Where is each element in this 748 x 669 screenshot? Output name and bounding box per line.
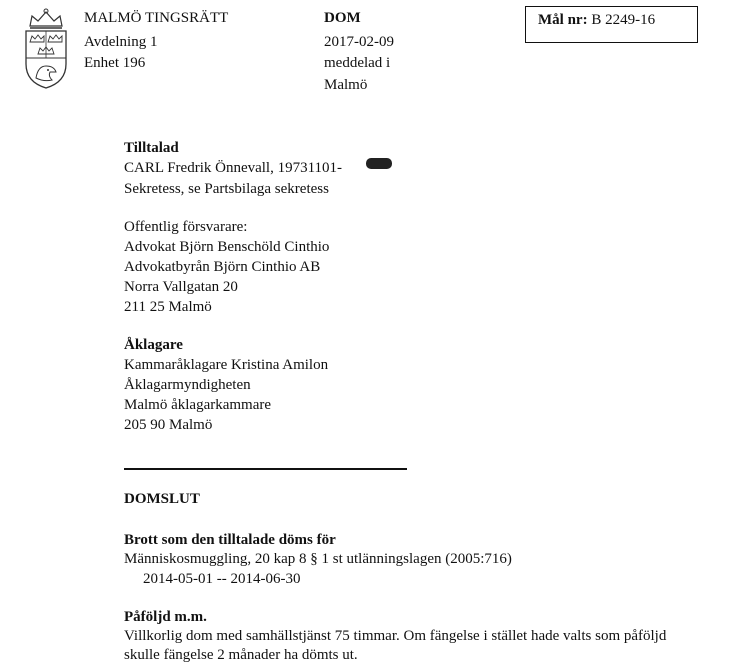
- sanction-heading: Påföljd m.m.: [124, 609, 207, 625]
- defendant-name: CARL Fredrik Önnevall, 19731101-: [124, 160, 343, 176]
- sanction-line-2: skulle fängelse 2 månader ha dömts ut.: [124, 647, 358, 663]
- court-coat-of-arms-icon: [20, 6, 72, 90]
- case-number-box: [525, 6, 698, 43]
- prosecutor-name: Kammaråklagare Kristina Amilon: [124, 357, 329, 373]
- defendant-secrecy: Sekretess, se Partsbilaga sekretess: [124, 181, 329, 197]
- case-number: B 2249-16: [591, 12, 656, 28]
- verdict-heading: DOMSLUT: [124, 491, 200, 507]
- counsel-label: Offentlig försvarare:: [124, 219, 248, 235]
- crime-period: 2014-05-01 -- 2014-06-30: [143, 571, 301, 587]
- division: Avdelning 1: [84, 34, 158, 50]
- section-divider: [124, 468, 407, 470]
- counsel-city: 211 25 Malmö: [124, 299, 212, 315]
- case-number-label: Mål nr:: [538, 12, 588, 28]
- document-type: DOM: [324, 10, 361, 26]
- prosecutor-agency: Åklagarmyndigheten: [124, 377, 251, 393]
- redaction-mark: [366, 158, 392, 169]
- document-date: 2017-02-09: [324, 34, 394, 50]
- prosecutor-office: Malmö åklagarkammare: [124, 397, 272, 413]
- counsel-street: Norra Vallgatan 20: [124, 279, 238, 295]
- case-number-line: [538, 10, 655, 30]
- defendant-heading: Tilltalad: [124, 140, 179, 156]
- delivered-line-2: Malmö: [324, 77, 368, 93]
- sanction-line-1: Villkorlig dom med samhällstjänst 75 timmar. Om fängelse i stället hade valts som påföljd: [124, 628, 667, 644]
- counsel-name: Advokat Björn Benschöld Cinthio: [124, 239, 330, 255]
- crime-text: Människosmuggling, 20 kap 8 § 1 st utlänningslagen (2005:716): [124, 551, 512, 567]
- court-name: MALMÖ TINGSRÄTT: [84, 10, 229, 26]
- prosecutor-heading: Åklagare: [124, 337, 183, 353]
- crime-heading: Brott som den tilltalade döms för: [124, 532, 336, 548]
- counsel-firm: Advokatbyrån Björn Cinthio AB: [124, 259, 321, 275]
- prosecutor-city: 205 90 Malmö: [124, 417, 213, 433]
- delivered-line-1: meddelad i: [324, 55, 391, 71]
- unit: Enhet 196: [84, 55, 146, 71]
